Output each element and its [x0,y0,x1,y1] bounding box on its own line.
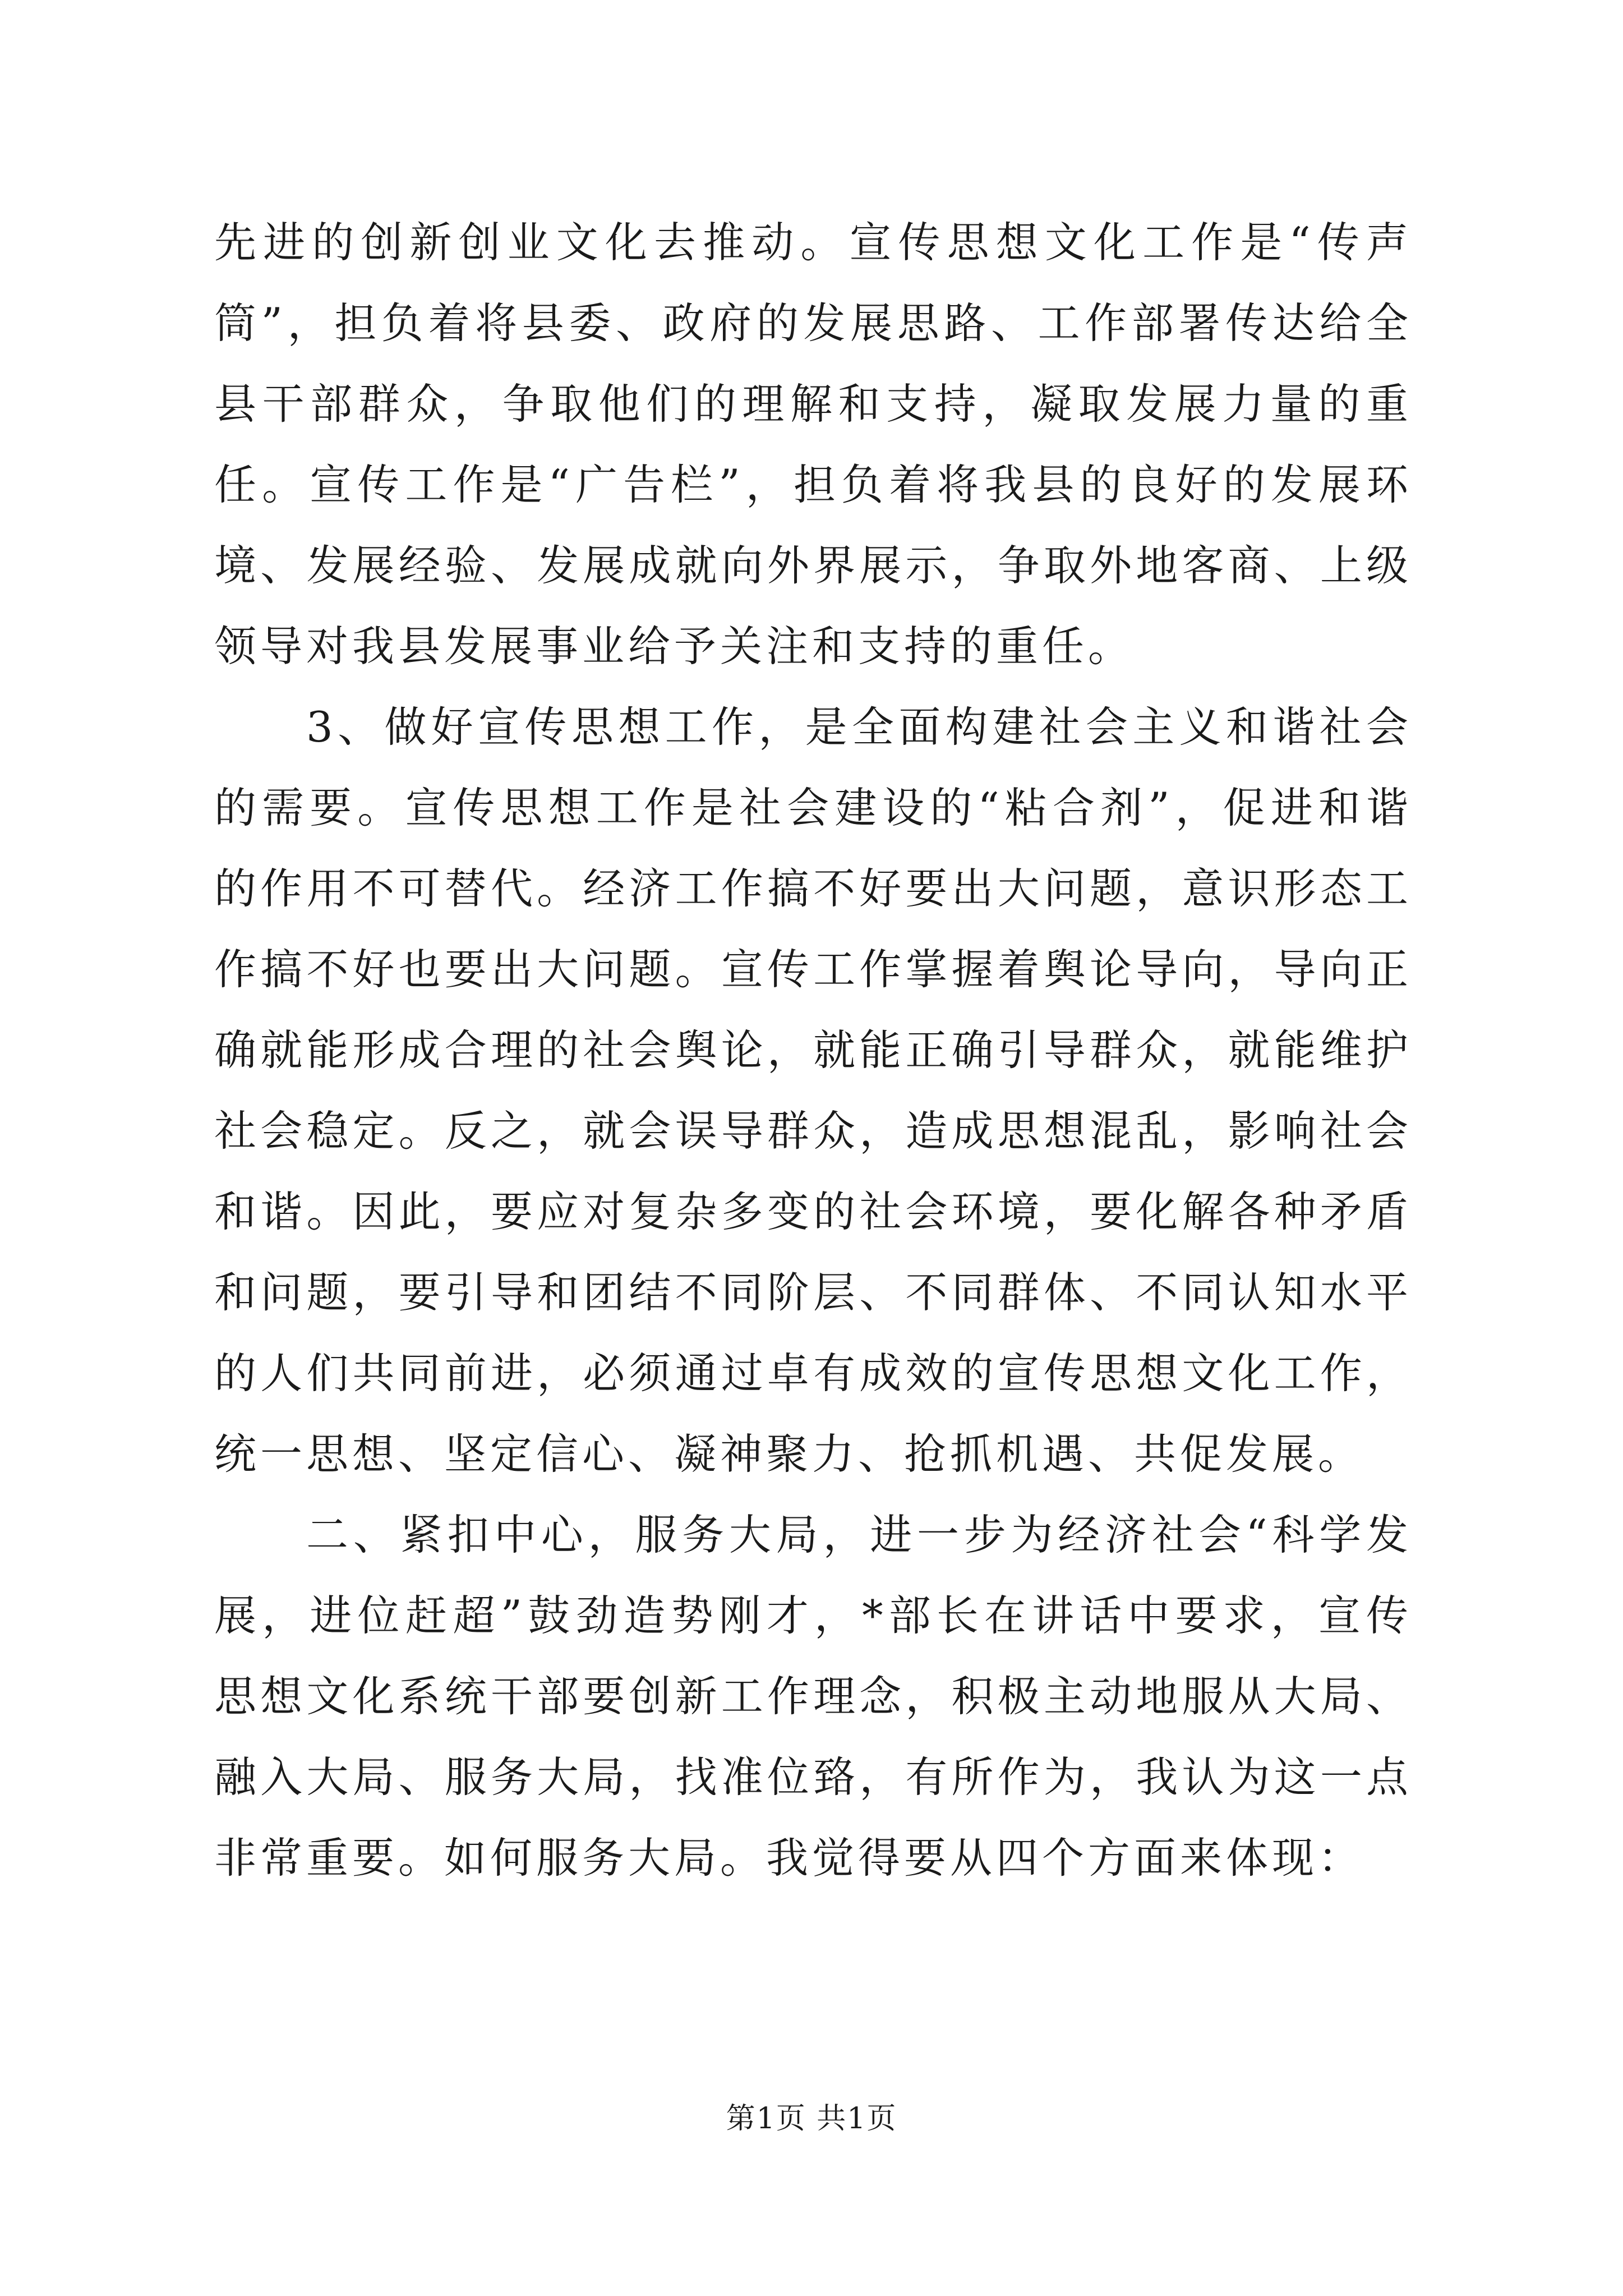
page-footer: 第1页 共1页 [726,2102,897,2136]
document-body [214,202,1412,1898]
paragraph-2: 3、做好宣传思想工作，是全面构建社会主义和谐社会的需要。宣传思想工作是社会建设的“粘合剂”，促进和谐的作用不可替代。经济工作搞不好要出大问题，意识形态工作搞不好也要出大问题。宣传工作掌握着舆论导向，导向正确就能形成合理的社会舆论，就能正确引导群众，就能维护社会稳定。反之，就会误导群众，造成思想混乱，影响社会和谐。因此，要应对复杂多变的社会环境，要化解各种矛盾和问题，要引导和团结不同阶层、不同群体、不同认知水平的人们共同前进，必须通过卓有成效的宣传思想文化工作，统一思想、坚定信心、凝神聚力、抢抓机遇、共促发展。 [214,702,1412,1479]
paragraph-1: 先进的创新创业文化去推动。宣传思想文化工作是“传声筒”，担负着将县委、政府的发展思路、工作部署传达给全县干部群众，争取他们的理解和支持，凝取发展力量的重任。宣传工作是“广告栏”，担负着将我县的良好的发展环境、发展经验、发展成就向外界展示，争取外地客商、上级领导对我县发展事业给予关注和支持的重任。 [214,218,1412,671]
paragraph-3: 二、紧扣中心，服务大局，进一步为经济社会“科学发展，进位赶超”鼓劲造势刚才，*部长在讲话中要求，宣传思想文化系统干部要创新工作理念，积极主动地服从大局、融入大局、服务大局，找准位臵，有所作为，我认为这一点非常重要。如何服务大局。我觉得要从四个方面来体现： [214,1510,1412,1883]
